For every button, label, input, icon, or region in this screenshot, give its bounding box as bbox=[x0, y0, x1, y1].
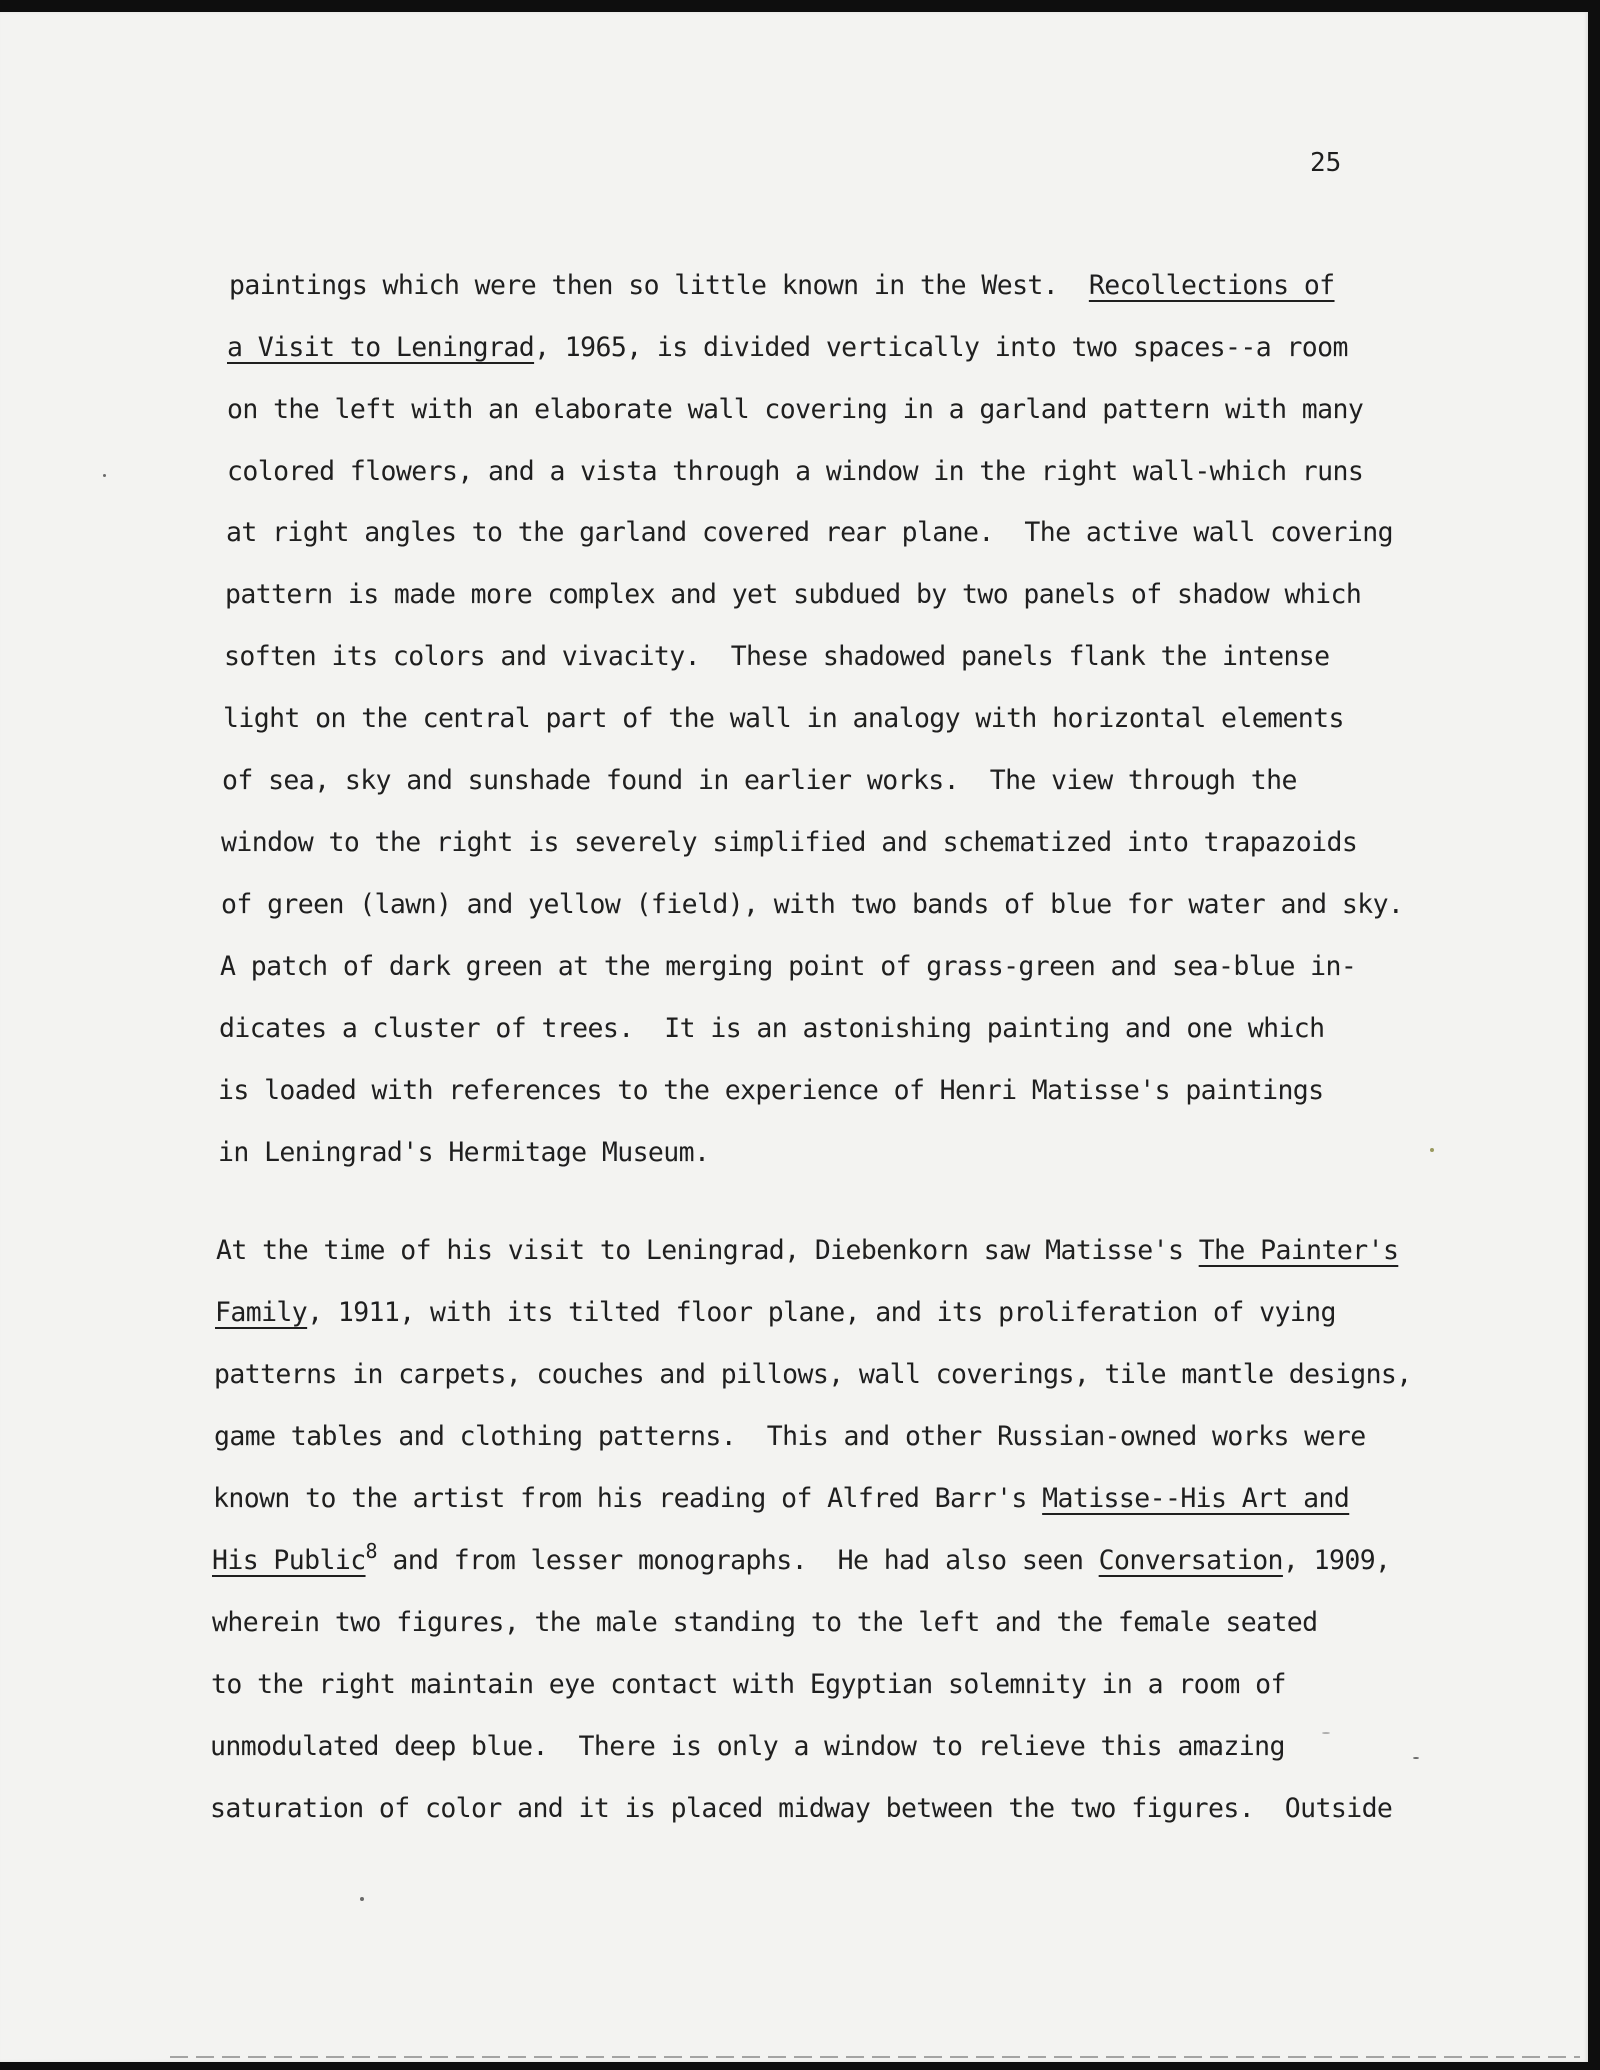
text-line: game tables and clothing patterns. This and other Russian-owned works were bbox=[214, 1421, 1366, 1452]
text-line: patterns in carpets, couches and pillows, wall coverings, tile mantle designs, bbox=[214, 1359, 1412, 1390]
text-line: unmodulated deep blue. There is only a window to relieve this amazing bbox=[210, 1731, 1285, 1762]
text-line: At the time of his visit to Leningrad, Diebenkorn saw Matisse's The Painter's bbox=[216, 1235, 1399, 1266]
text-line: is loaded with references to the experience of Henri Matisse's paintings bbox=[218, 1075, 1324, 1106]
text-line: of green (lawn) and yellow (field), with two bands of blue for water and sky. bbox=[221, 889, 1404, 920]
paper-speck bbox=[360, 1897, 364, 1901]
scan-edge-marks bbox=[170, 2056, 1580, 2058]
paper-speck bbox=[1430, 1148, 1434, 1152]
text-line: saturation of color and it is placed midway between the two figures. Outside bbox=[210, 1793, 1393, 1824]
document-page bbox=[0, 12, 1588, 2062]
text-line: dicates a cluster of trees. It is an astonishing painting and one which bbox=[219, 1013, 1325, 1044]
page-number: 25 bbox=[1310, 148, 1342, 178]
text-line: paintings which were then so little known in the West. Recollections of bbox=[229, 270, 1335, 301]
artwork-title: Conversation bbox=[1098, 1545, 1283, 1576]
text-line: A patch of dark green at the merging point of grass-green and sea-blue in- bbox=[220, 951, 1357, 982]
text-line: colored flowers, and a vista through a window in the right wall-which runs bbox=[227, 456, 1364, 487]
text-line: His Public$^8$ and from lesser monographs. He had also seen Conversation, 1909, bbox=[212, 1539, 1391, 1576]
text-line: soften its colors and vivacity. These shadowed panels flank the intense bbox=[224, 641, 1330, 672]
paper-speck bbox=[103, 474, 106, 477]
artwork-title: Family bbox=[215, 1297, 308, 1328]
book-title: His Public bbox=[212, 1545, 366, 1576]
paper-speck bbox=[1322, 1732, 1330, 1734]
text-line: a Visit to Leningrad, 1965, is divided vertically into two spaces--a room bbox=[227, 332, 1348, 363]
text-line: to the right maintain eye contact with Egyptian solemnity in a room of bbox=[211, 1669, 1286, 1700]
text-line: known to the artist from his reading of Alfred Barr's Matisse--His Art and bbox=[213, 1483, 1350, 1514]
text-line: window to the right is severely simplified and schematized into trapazoids bbox=[221, 827, 1358, 858]
text-line: on the left with an elaborate wall covering in a garland pattern with many bbox=[227, 394, 1364, 425]
artwork-title: The Painter's bbox=[1198, 1235, 1399, 1266]
paper-speck bbox=[1413, 1757, 1419, 1759]
book-title: Matisse--His Art and bbox=[1042, 1483, 1350, 1514]
text-line: light on the central part of the wall in analogy with horizontal elements bbox=[223, 703, 1344, 734]
artwork-title: Recollections of bbox=[1088, 270, 1335, 301]
text-line: wherein two figures, the male standing to the left and the female seated bbox=[212, 1607, 1318, 1638]
text-line: pattern is made more complex and yet subdued by two panels of shadow which bbox=[225, 579, 1362, 610]
text-line: Family, 1911, with its tilted floor plane, and its proliferation of vying bbox=[215, 1297, 1336, 1328]
text-line: at right angles to the garland covered rear plane. The active wall covering bbox=[226, 517, 1393, 548]
footnote-marker: 8 bbox=[365, 1539, 377, 1563]
artwork-title: a Visit to Leningrad bbox=[227, 332, 535, 363]
text-line: in Leningrad's Hermitage Museum. bbox=[218, 1137, 710, 1168]
text-line: of sea, sky and sunshade found in earlier works. The view through the bbox=[222, 765, 1297, 796]
